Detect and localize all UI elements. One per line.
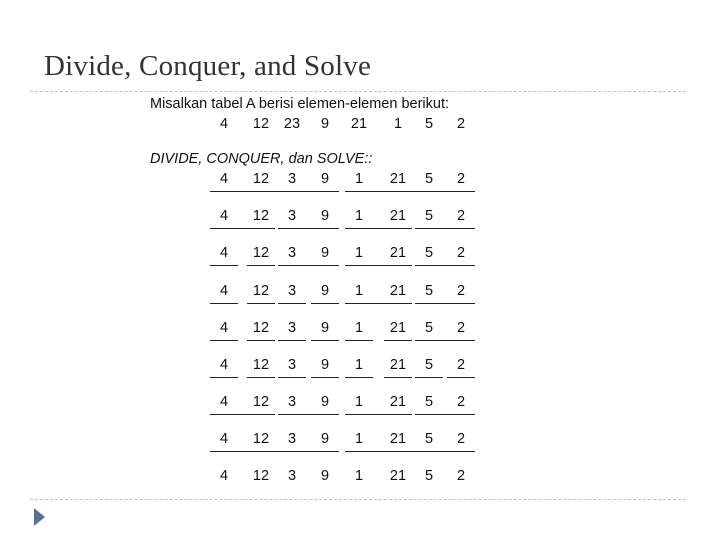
- trace-cell: 1: [354, 208, 364, 224]
- trace-cell: 4: [219, 171, 229, 187]
- partition-underline: [278, 377, 306, 378]
- trace-cell: 12: [252, 283, 270, 299]
- trace-cell: 5: [424, 394, 434, 410]
- partition-underline: [210, 451, 339, 452]
- partition-underline: [210, 340, 238, 341]
- trace-cell: 9: [320, 283, 330, 299]
- trace-cell: 5: [424, 208, 434, 224]
- partition-underline: [278, 414, 339, 415]
- partition-underline: [247, 377, 275, 378]
- partition-underline: [210, 414, 275, 415]
- trace-cell: 4: [219, 320, 229, 336]
- partition-underline: [278, 228, 339, 229]
- partition-underline: [415, 377, 443, 378]
- partition-underline: [415, 340, 475, 341]
- trace-cell: 5: [424, 468, 434, 484]
- footer-divider: [30, 499, 686, 500]
- trace-cell: 9: [320, 357, 330, 373]
- partition-underline: [415, 228, 475, 229]
- partition-underline: [210, 303, 238, 304]
- trace-cell: 12: [252, 208, 270, 224]
- trace-row: [0, 357, 720, 377]
- trace-cell: 5: [424, 245, 434, 261]
- trace-cell: 2: [456, 357, 466, 373]
- partition-underline: [278, 340, 306, 341]
- trace-cell: 4: [219, 245, 229, 261]
- trace-cell: 1: [354, 171, 364, 187]
- trace-cell: 4: [219, 357, 229, 373]
- trace-cell: 5: [424, 320, 434, 336]
- trace-cell: 3: [287, 320, 297, 336]
- trace-cell: 3: [287, 431, 297, 447]
- trace-cell: 2: [456, 208, 466, 224]
- partition-underline: [278, 265, 339, 266]
- initial-array-row: [0, 116, 720, 136]
- trace-cell: 9: [320, 320, 330, 336]
- trace-cell: 3: [287, 394, 297, 410]
- trace-cell: 12: [252, 245, 270, 261]
- trace-cell: 12: [252, 320, 270, 336]
- trace-row: [0, 171, 720, 191]
- partition-underline: [345, 265, 412, 266]
- trace-cell: 5: [424, 357, 434, 373]
- trace-cell: 21: [389, 171, 407, 187]
- trace-cell: 21: [389, 320, 407, 336]
- partition-underline: [311, 377, 339, 378]
- partition-underline: [415, 265, 475, 266]
- initial-array-cell: 4: [219, 116, 229, 132]
- trace-cell: 12: [252, 171, 270, 187]
- initial-array-cell: 23: [283, 116, 301, 132]
- partition-underline: [345, 191, 475, 192]
- trace-cell: 2: [456, 171, 466, 187]
- initial-array-cell: 5: [424, 116, 434, 132]
- trace-cell: 4: [219, 431, 229, 447]
- trace-cell: 1: [354, 245, 364, 261]
- trace-cell: 1: [354, 320, 364, 336]
- partition-underline: [415, 303, 475, 304]
- trace-cell: 2: [456, 283, 466, 299]
- trace-cell: 12: [252, 431, 270, 447]
- trace-cell: 2: [456, 468, 466, 484]
- trace-cell: 3: [287, 357, 297, 373]
- partition-underline: [345, 303, 412, 304]
- partition-underline: [345, 377, 373, 378]
- trace-cell: 5: [424, 283, 434, 299]
- trace-cell: 3: [287, 283, 297, 299]
- partition-underline: [210, 228, 275, 229]
- trace-row: [0, 245, 720, 265]
- trace-cell: 2: [456, 394, 466, 410]
- trace-cell: 1: [354, 283, 364, 299]
- trace-cell: 21: [389, 245, 407, 261]
- partition-underline: [345, 451, 475, 452]
- trace-cell: 9: [320, 468, 330, 484]
- trace-cell: 3: [287, 171, 297, 187]
- partition-underline: [345, 228, 412, 229]
- trace-row: [0, 394, 720, 414]
- partition-underline: [210, 265, 238, 266]
- trace-cell: 1: [354, 394, 364, 410]
- trace-cell: 12: [252, 468, 270, 484]
- trace-cell: 2: [456, 320, 466, 336]
- trace-cell: 21: [389, 357, 407, 373]
- trace-cell: 5: [424, 171, 434, 187]
- partition-underline: [210, 377, 238, 378]
- initial-array-cell: 2: [456, 116, 466, 132]
- trace-cell: 21: [389, 468, 407, 484]
- partition-underline: [415, 414, 475, 415]
- partition-underline: [210, 191, 339, 192]
- trace-row: [0, 320, 720, 340]
- trace-cell: 21: [389, 394, 407, 410]
- trace-cell: 3: [287, 245, 297, 261]
- trace-cell: 9: [320, 245, 330, 261]
- trace-cell: 3: [287, 208, 297, 224]
- trace-cell: 1: [354, 468, 364, 484]
- nav-arrow-icon[interactable]: [34, 508, 45, 526]
- intro-text-content: Misalkan tabel A berisi elemen-elemen berikut:: [150, 96, 450, 112]
- intro-text: [150, 96, 449, 112]
- partition-underline: [345, 340, 373, 341]
- trace-cell: 5: [424, 431, 434, 447]
- trace-row: [0, 283, 720, 303]
- partition-underline: [247, 340, 275, 341]
- trace-cell: 21: [389, 431, 407, 447]
- slide-title: Divide, Conquer, and Solve: [44, 50, 372, 82]
- trace-cell: 9: [320, 394, 330, 410]
- trace-cell: 3: [287, 468, 297, 484]
- partition-underline: [311, 303, 339, 304]
- trace-cell: 21: [389, 208, 407, 224]
- trace-cell: 4: [219, 208, 229, 224]
- partition-underline: [278, 303, 306, 304]
- trace-cell: 21: [389, 283, 407, 299]
- trace-cell: 1: [354, 357, 364, 373]
- trace-row: [0, 431, 720, 451]
- trace-row: [0, 208, 720, 228]
- initial-array-cell: 1: [393, 116, 403, 132]
- trace-cell: 12: [252, 394, 270, 410]
- initial-array-cell: 12: [252, 116, 270, 132]
- initial-array-cell: 21: [350, 116, 368, 132]
- trace-cell: 4: [219, 468, 229, 484]
- title-divider: [30, 91, 686, 92]
- trace-row: [0, 468, 720, 488]
- trace-cell: 4: [219, 283, 229, 299]
- trace-cell: 2: [456, 431, 466, 447]
- partition-underline: [447, 377, 475, 378]
- divide-conquer-heading: DIVIDE, CONQUER, dan SOLVE::: [150, 151, 373, 167]
- trace-cell: 9: [320, 431, 330, 447]
- partition-underline: [345, 414, 412, 415]
- partition-underline: [384, 340, 412, 341]
- partition-underline: [247, 265, 275, 266]
- trace-cell: 12: [252, 357, 270, 373]
- trace-cell: 1: [354, 431, 364, 447]
- trace-cell: 4: [219, 394, 229, 410]
- partition-underline: [247, 303, 275, 304]
- partition-underline: [311, 340, 339, 341]
- trace-cell: 9: [320, 171, 330, 187]
- initial-array-cell: 9: [320, 116, 330, 132]
- trace-cell: 9: [320, 208, 330, 224]
- partition-underline: [384, 377, 412, 378]
- trace-cell: 2: [456, 245, 466, 261]
